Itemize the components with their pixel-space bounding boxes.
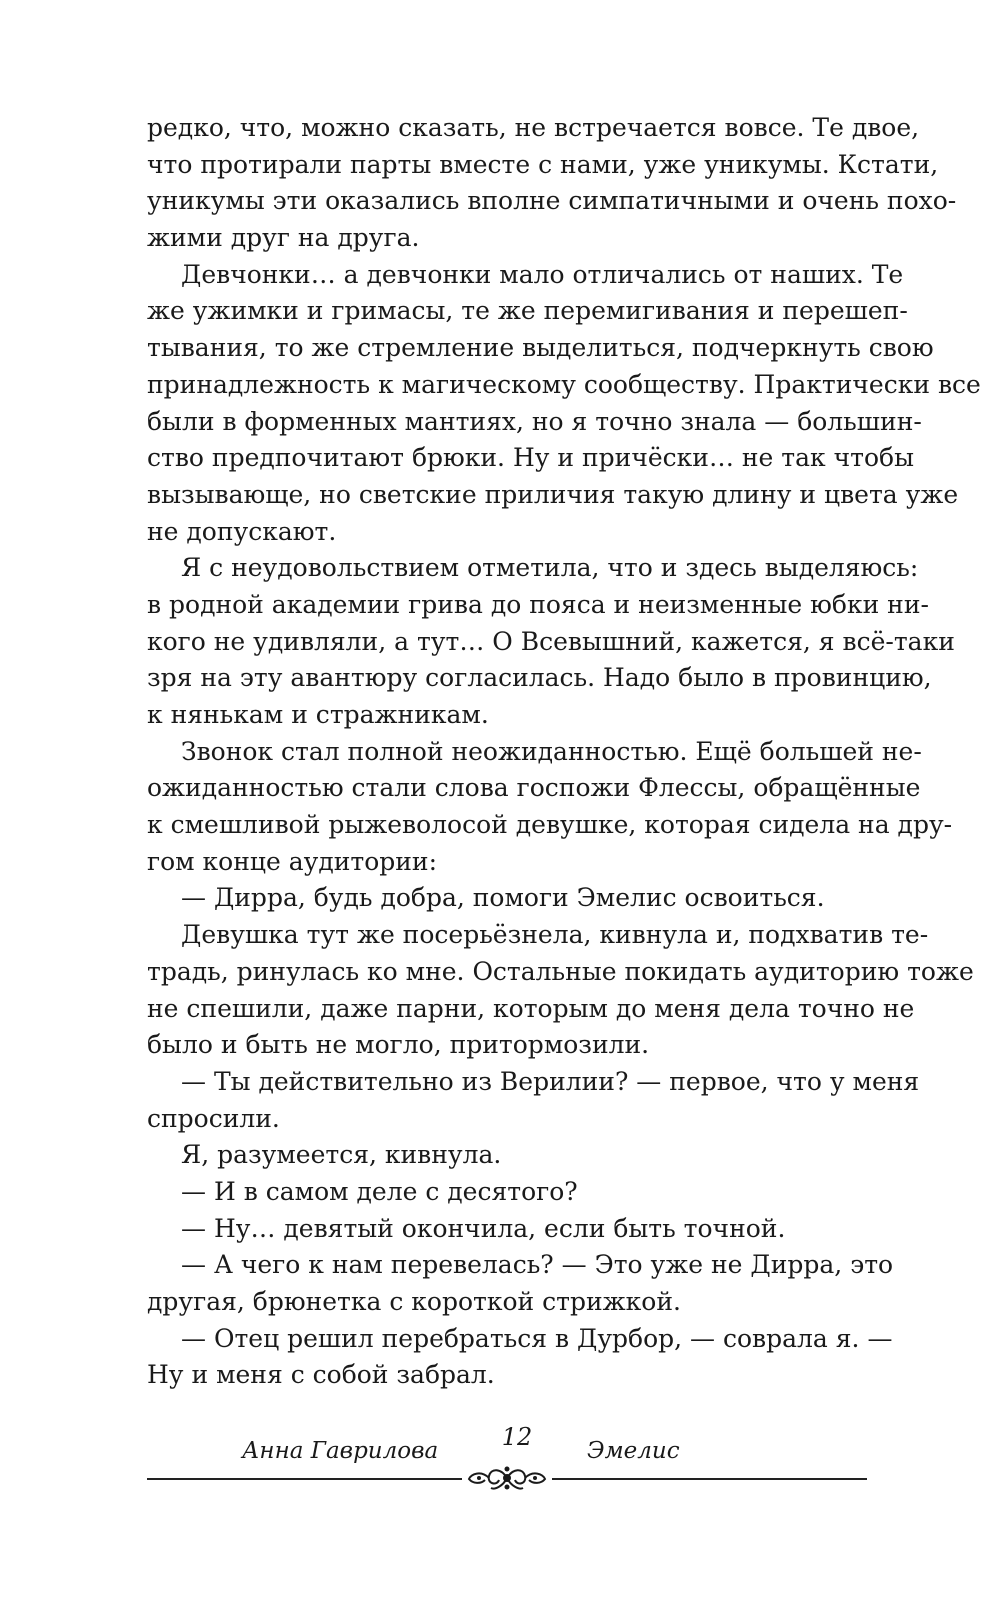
text-line: в родной академии грива до пояса и неизменные юбки ни- (147, 589, 929, 619)
text-line: — Дирра, будь добра, помоги Эмелис освоиться. (181, 883, 825, 913)
page-number: 12 (501, 1423, 533, 1451)
text-line: редко, что, можно сказать, не встречается вовсе. Те двое, (147, 113, 920, 142)
text-line: жими друг на друга. (147, 223, 420, 253)
text-line: было и быть не могло, притормозили. (147, 1030, 650, 1060)
text-line: принадлежность к магическому сообществу. Практически все (147, 369, 981, 399)
page-text (147, 110, 981, 1394)
page-footer (147, 1423, 872, 1540)
text-line: ожиданностью стали слова госпожи Флессы, обращённые (147, 773, 921, 803)
text-line: что протирали парты вместе с нами, уже уникумы. Кстати, (147, 149, 939, 179)
footer-rule-left (147, 1478, 462, 1480)
text-line: Девушка тут же посерьёзнела, кивнула и, подхватив те- (181, 920, 929, 950)
text-line: же ужимки и гримасы, те же перемигивания и перешеп- (147, 296, 908, 326)
text-line: ство предпочитают брюки. Ну и причёски… не так чтобы (147, 443, 914, 473)
floral-ornament-icon (465, 1460, 549, 1496)
text-line: тывания, то же стремление выделиться, подчеркнуть свою (147, 333, 934, 363)
text-line: Ну и меня с собой забрал. (147, 1360, 495, 1390)
text-line: Звонок стал полной неожиданностью. Ещё большей не- (181, 736, 922, 766)
footer-author: Анна Гаврилова (242, 1438, 439, 1464)
text-line: Я с неудовольствием отметила, что и здесь выделяюсь: (181, 553, 919, 583)
text-line: спросили. (147, 1103, 280, 1133)
text-line: Девчонки… а девчонки мало отличались от наших. Те (181, 259, 904, 289)
text-line: — Ты действительно из Верилии? — первое, что у меня (181, 1066, 920, 1096)
text-line: уникумы эти оказались вполне симпатичными и очень похо- (147, 186, 957, 216)
text-line: вызывающе, но светские приличия такую длину и цвета уже (147, 479, 959, 509)
text-line: к нянькам и стражникам. (147, 700, 489, 729)
footer-book-title: Эмелис (587, 1438, 680, 1464)
text-line: другая, брюнетка с короткой стрижкой. (147, 1287, 681, 1316)
text-line: были в форменных мантиях, но я точно знала — большин- (147, 406, 922, 436)
text-line: не допускают. (147, 516, 337, 546)
text-line: гом конце аудитории: (147, 846, 438, 876)
text-line: — И в самом деле с десятого? (181, 1176, 578, 1206)
text-line: к смешливой рыжеволосой девушке, которая сидела на дру- (147, 810, 953, 840)
text-line: — Ну… девятый окончила, если быть точной. (181, 1213, 786, 1243)
text-line: кого не удивляли, а тут… О Всевышний, кажется, я всё-таки (147, 626, 955, 656)
text-line: — А чего к нам перевелась? — Это уже не Дирра, это (181, 1250, 894, 1280)
text-line: Я, разумеется, кивнула. (181, 1140, 502, 1170)
text-line: зря на эту авантюру согласилась. Надо было в провинцию, (147, 663, 932, 693)
text-line: — Отец решил перебраться в Дурбор, — соврала я. — (181, 1323, 893, 1353)
text-line: традь, ринулась ко мне. Остальные покидать аудиторию тоже (147, 956, 974, 986)
footer-rule-right (552, 1478, 867, 1480)
text-line: не спешили, даже парни, которым до меня дела точно не (147, 993, 915, 1023)
